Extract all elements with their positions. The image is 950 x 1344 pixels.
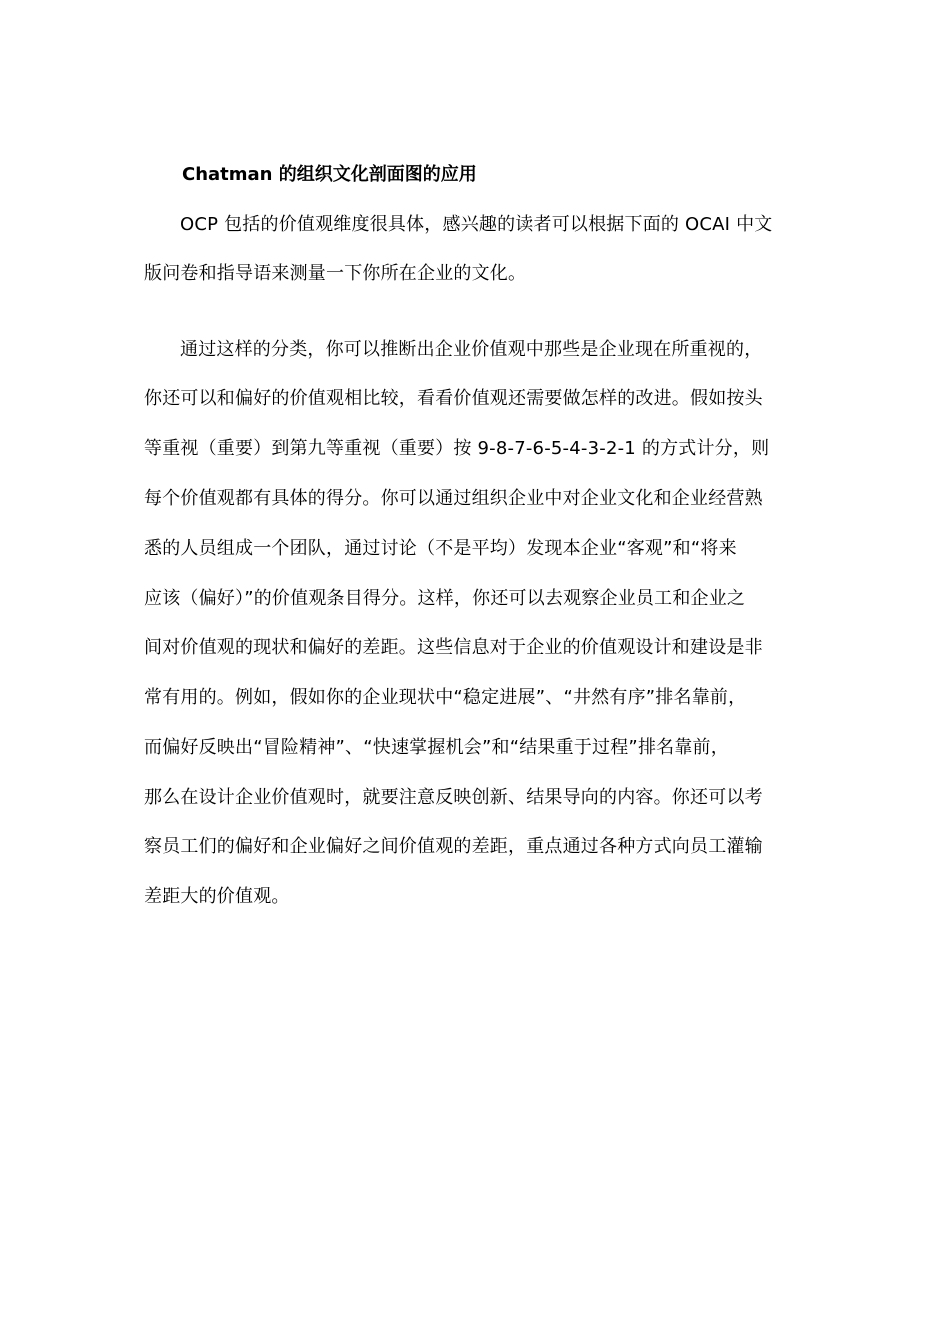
paragraph-2-line-10: 那么在设计企业价值观时，就要注意反映创新、结果导向的内容。你还可以考 [144, 787, 763, 808]
paragraph-2-line-3: 等重视（重要）到第九等重视（重要）按 9-8-7-6-5-4-3-2-1 的方式计分，则 [144, 438, 770, 459]
paragraph-2-line-1: 通过这样的分类，你可以推断出企业价值观中那些是企业现在所重视的， [180, 339, 763, 360]
paragraph-1-line-2: 版问卷和指导语来测量一下你所在企业的文化。 [144, 263, 527, 284]
paragraph-2-line-11: 察员工们的偏好和企业偏好之间价值观的差距，重点通过各种方式向员工灌输 [144, 836, 763, 857]
paragraph-2-line-4: 每个价值观都有具体的得分。你可以通过组织企业中对企业文化和企业经营熟 [144, 488, 763, 509]
paragraph-2-line-2: 你还可以和偏好的价值观相比较，看看价值观还需要做怎样的改进。假如按头 [144, 388, 763, 409]
paragraph-2-line-8: 常有用的。例如，假如你的企业现状中“稳定进展”、“井然有序”排名靠前， [144, 687, 747, 708]
paragraph-1-line-1: OCP 包括的价值观维度很具体，感兴趣的读者可以根据下面的 OCAI 中文 [180, 214, 773, 235]
paragraph-2-line-5: 悉的人员组成一个团队，通过讨论（不是平均）发现本企业“客观”和“将来 [144, 538, 737, 559]
paragraph-2-line-6: 应该（偏好）”的价值观条目得分。这样，你还可以去观察企业员工和企业之 [144, 588, 746, 609]
paragraph-2-line-12: 差距大的价值观。 [144, 886, 290, 907]
document-title: Chatman 的组织文化剖面图的应用 [182, 164, 477, 185]
paragraph-2-line-9: 而偏好反映出“冒险精神”、“快速掌握机会”和“结果重于过程”排名靠前， [144, 737, 729, 758]
paragraph-2-line-7: 间对价值观的现状和偏好的差距。这些信息对于企业的价值观设计和建设是非 [144, 637, 763, 658]
